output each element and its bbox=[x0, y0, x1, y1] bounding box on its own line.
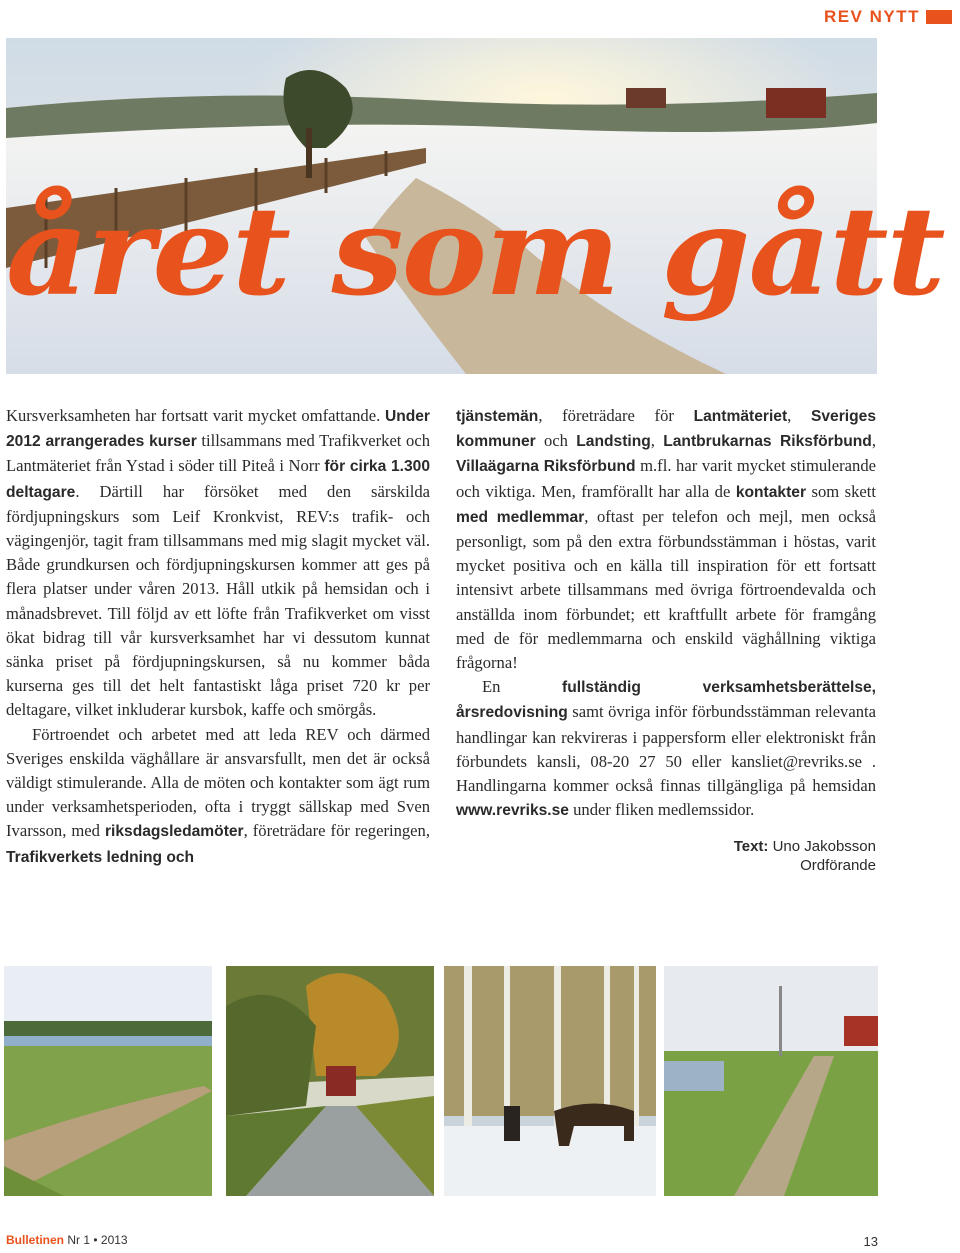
text-run: , företrädare för bbox=[538, 406, 694, 425]
article-left-column bbox=[6, 404, 430, 870]
signature-label: Text: bbox=[733, 838, 769, 856]
photo-winter-forest-horse bbox=[444, 966, 656, 1196]
bold-text-run: tjänstemän bbox=[456, 408, 539, 425]
bold-text-run: kontakter bbox=[735, 483, 807, 501]
text-run: som skett bbox=[806, 481, 876, 501]
bold-text-run: www.revriks.se bbox=[456, 802, 569, 820]
bold-text-run: Trafikverkets ledning och bbox=[6, 848, 195, 866]
text-run: , företrädare för regeringen, bbox=[243, 821, 430, 841]
bold-text-run: riksdagsledamöter bbox=[104, 823, 244, 841]
section-tag bbox=[824, 4, 952, 30]
text-run: m.fl. har varit mycket stimulerande och viktiga. Men, framförallt har alla de bbox=[456, 456, 876, 501]
text-run: En bbox=[482, 677, 563, 697]
bold-text-run: Landsting bbox=[576, 433, 651, 451]
bold-text-run: Villaägarna Riksförbund bbox=[456, 458, 636, 476]
text-run: och bbox=[535, 431, 577, 451]
page-footer bbox=[6, 1233, 870, 1249]
bold-text-run: Lantbrukarnas Riksförbund bbox=[663, 433, 872, 451]
text-run: , bbox=[871, 431, 876, 451]
text-run: Förtroendet och arbetet med att leda REV och därmed Sveriges enskilda väghållare är ansvarsfullt, men det är också väldigt stimulerande. Alla de möten och kontakter som ägt rum under verksamhetsperioden, ofta i tryggt sällskap med Sven Ivarsson, med bbox=[6, 724, 430, 841]
bold-text-run: med medlemmar bbox=[456, 508, 585, 526]
bold-text-run: Lantmäteriet bbox=[693, 408, 788, 425]
bold-text-run: Sveriges kommuner bbox=[456, 408, 876, 451]
text-run: . Därtill har försöket med den särskilda fördjupningskurs som Leif Kronkvist, REV:s trafik- och vägingenjör, tagit fram tillsammans med mig slagit mycket väl. Både grundkursen och fördjupningskursen kommer att ges på flera platser under våren 2013. Håll utkik på hemsidan och i månadsbrevet. Till följd av ett löfte från Trafikverket om visst ökat bidrag till vår kursverksamhet har vi dessutom kunnat sänka priset på fördjupningskursen, så nu kommer båda kurserna ges till det helt fantastiskt låga priset 720 kr per deltagare, vilket inkluderar kursbok, kaffe och smörgås. bbox=[6, 481, 430, 720]
article-paragraph bbox=[456, 675, 876, 823]
article-paragraph bbox=[6, 404, 430, 723]
section-color-block bbox=[926, 10, 952, 24]
text-run: under fliken medlemssidor. bbox=[568, 800, 755, 820]
signature-name: Uno Jakobsson bbox=[772, 838, 876, 856]
article-paragraph bbox=[6, 723, 430, 870]
publication-name: Bulletinen bbox=[6, 1233, 65, 1247]
bold-text-run: Under 2012 arrangerades kurser bbox=[6, 408, 430, 451]
page-number: 13 bbox=[863, 1234, 878, 1249]
article-right-column bbox=[456, 404, 876, 875]
page-title: året som gått bbox=[6, 180, 944, 324]
bold-text-run: fullständig verksamhetsberättelse, årsredovisning bbox=[456, 679, 876, 722]
text-run: , bbox=[787, 406, 811, 425]
article-paragraph bbox=[456, 404, 876, 675]
section-label: REV NYTT bbox=[823, 7, 920, 26]
text-run: , oftast per telefon och mejl, men också personligt, som på den extra förbundsstämman i höstas, varit mycket positiva och en källa till inspiration för ett fortsatt intensivt arbete tillsammans med övriga förtroendevalda och anställda inom förbundet; ett kraftfullt arbete för framgång med de för medlemmarna och enskild väghållning viktiga frågorna! bbox=[456, 506, 877, 673]
photo-autumn-gravel-road bbox=[226, 966, 434, 1196]
photo-strip bbox=[4, 966, 880, 1198]
photo-canal-path bbox=[664, 966, 878, 1196]
photo-summer-field-road bbox=[4, 966, 212, 1196]
text-run: Kursverksamheten har fortsatt varit mycket omfattande. bbox=[6, 406, 385, 425]
author-signature bbox=[456, 837, 876, 875]
text-run: tillsammans med Trafikverket och Lantmäteriet från Ystad i söder till Piteå i Norr bbox=[6, 431, 430, 476]
text-run: samt övriga inför förbundsstämman relevanta handlingar kan rekvireras i pappersform eller elektroniskt från förbundets kansli, 08-20 27 50 eller kansliet@revriks.se . Handlingarna kommer också finnas tillgängliga på hemsidan bbox=[456, 702, 876, 796]
bold-text-run: för cirka 1.300 deltagare bbox=[6, 458, 430, 501]
issue-label: Nr 1 • 2013 bbox=[67, 1233, 128, 1247]
text-run: , bbox=[650, 431, 664, 451]
signature-role: Ordförande bbox=[800, 857, 876, 875]
